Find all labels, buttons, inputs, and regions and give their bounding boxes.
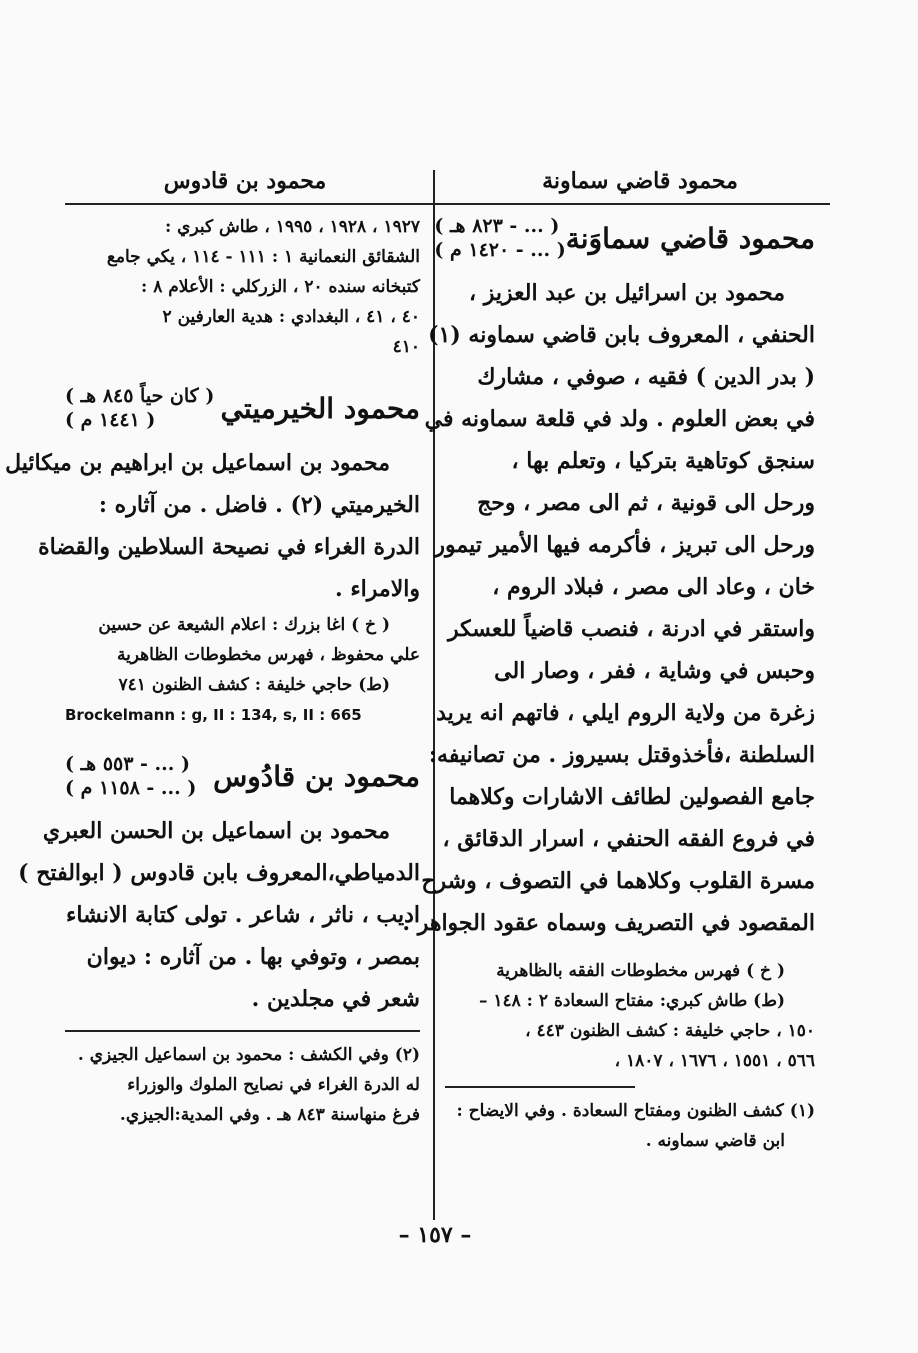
source-line: (ط) حاجي خليفة : كشف الظنون ٧٤١	[118, 675, 390, 695]
body-line: اديب ، ناثر ، شاعر . تولى كتابة الانشاء	[66, 902, 420, 928]
dates-hijri: ( كان حياً ٨٤٥ هـ )	[65, 385, 215, 407]
body-line: الخيرميتي (٢) . فاضل . من آثاره :	[98, 492, 420, 518]
body-line: الحنفي ، المعروف بابن قاضي سماونه (١)	[428, 322, 815, 348]
dates-hijri: ( ... - ٥٥٣ هـ )	[65, 753, 191, 775]
entry-body	[5, 442, 420, 610]
entry-heading	[65, 752, 420, 800]
body-line: مسرة القلوب وكلاهما في التصوف ، وشرح	[421, 868, 815, 894]
source-line: ( خ ) اغا بزرك : اعلام الشيعة عن حسين	[98, 615, 390, 635]
body-line: بمصر ، وتوفي بها . من آثاره : ديوان	[86, 944, 420, 970]
source-line: الشقائق النعمانية ١ : ١١١ - ١١٤ ، يكي جامع	[106, 247, 420, 267]
dates-gregorian: ( ... - ١١٥٨ م )	[65, 777, 197, 799]
entry-sources	[445, 956, 815, 1076]
body-line: ورحل الى تبريز ، فأكرمه فيها الأمير تيمور	[434, 532, 815, 558]
source-line: كتبخانه سنده ٢٠ ، الزركلي : الأعلام ٨ :	[141, 277, 420, 297]
dates-hijri: ( ... - ٨٢٣ هـ )	[434, 215, 560, 237]
latin-source: Brockelmann : g, II : 134, s, II : 665	[65, 706, 362, 724]
body-line: جامع الفصولين لطائف الاشارات وكلاهما	[449, 784, 815, 810]
entry-dates	[434, 214, 565, 262]
dates-gregorian: ( ... - ١٤٢٠ م )	[434, 239, 566, 261]
body-line: محمود بن اسماعيل بن ابراهيم بن ميكائيل	[5, 450, 390, 476]
body-line: الدمياطي،المعروف بابن قادوس ( ابوالفتح )	[18, 860, 420, 886]
source-line: ٤١٠	[392, 337, 420, 357]
source-line: ٤٠ ، ٤١ ، البغدادي : هدية العارفين ٢	[162, 307, 420, 327]
source-line: ١٩٢٧ ، ١٩٢٨ ، ١٩٩٥ ، طاش كبري :	[164, 217, 420, 237]
running-head-right: محمود قاضي سماونة	[542, 168, 738, 194]
entry-dates	[65, 384, 214, 432]
entry-heading	[65, 384, 420, 432]
body-line: ورحل الى قونية ، ثم الى مصر ، وحج	[477, 490, 815, 516]
body-line: زغرة من ولاية الروم ايلي ، فاتهم انه يريد	[436, 700, 815, 726]
dates-gregorian: ( ١٤٤١ م )	[65, 409, 156, 431]
footnote-line: له الدرة الغراء في نصايح الملوك والوزراء	[127, 1075, 420, 1095]
source-line: علي محفوظ ، فهرس مخطوطات الظاهرية	[116, 645, 420, 665]
body-line: في فروع الفقه الحنفي ، اسرار الدقائق ،	[442, 826, 815, 852]
footnotes	[445, 1096, 815, 1156]
entry-name: محمود الخيرميتي	[220, 391, 420, 425]
body-line: الدرة الغراء في نصيحة السلاطين والقضاة	[38, 534, 420, 560]
source-line: ٥٦٦ ، ١٥٥١ ، ١٦٧٦ ، ١٨٠٧ ،	[614, 1051, 815, 1071]
source-line: (ط) طاش كبري: مفتاح السعادة ٢ : ١٤٨ –	[478, 991, 785, 1011]
footnote-line: (٢) وفي الكشف : محمود بن اسماعيل الجيزي .	[77, 1045, 420, 1065]
body-line: وحبس في وشاية ، ففر ، وصار الى	[494, 658, 815, 684]
continuation-sources	[65, 212, 420, 362]
body-line: في بعض العلوم . ولد في قلعة سماونه في	[424, 406, 815, 432]
running-head-left: محمود بن قادوس	[163, 168, 327, 194]
page-number: – ١٥٧ –	[398, 1222, 472, 1248]
body-line: واستقر في ادرنة ، فنصب قاضياً للعسكر	[447, 616, 815, 642]
body-line: ( بدر الدين ) فقيه ، صوفي ، مشارك	[477, 364, 815, 390]
body-line: محمود بن اسرائيل بن عبد العزيز ،	[468, 280, 785, 306]
entry-sources	[65, 610, 420, 730]
left-column	[5, 212, 420, 1130]
body-line: والامراء .	[335, 576, 420, 602]
entry-name: محمود قاضي سماوَنة	[565, 221, 815, 255]
body-line: سنجق كوتاهية بتركيا ، وتعلم بها ،	[511, 448, 815, 474]
footnote-rule	[445, 1086, 635, 1088]
footnote-line: فرغ منهاسنة ٨٤٣ هـ . وفي المدية:الجيزي.	[119, 1105, 420, 1125]
entry-name: محمود بن قادُوس	[213, 759, 420, 793]
body-line: المقصود في التصريف وسماه عقود الجواهر .	[402, 910, 815, 936]
body-line: محمود بن اسماعيل بن الحسن العبري	[42, 818, 390, 844]
footnote-line: (١) كشف الظنون ومفتاح السعادة . وفي الايضاح :	[456, 1101, 815, 1121]
entry-heading	[434, 214, 815, 262]
body-line: شعر في مجلدين .	[251, 986, 420, 1012]
footnote-line: ابن قاضي سماونه .	[645, 1131, 785, 1151]
source-line: ( خ ) فهرس مخطوطات الفقه بالظاهرية	[496, 961, 785, 981]
footnotes	[65, 1040, 420, 1130]
body-line: السلطنة ،فأخذوقتل بسيروز . من تصانيفه:	[428, 742, 815, 768]
source-line: ١٥٠ ، حاجي خليفة : كشف الظنون ٤٤٣ ،	[525, 1021, 815, 1041]
entry-dates	[65, 752, 196, 800]
header-rule	[65, 203, 830, 205]
entry-body	[18, 810, 420, 1020]
body-line: خان ، وعاد الى مصر ، فبلاد الروم ،	[492, 574, 815, 600]
footnote-rule	[65, 1030, 420, 1032]
